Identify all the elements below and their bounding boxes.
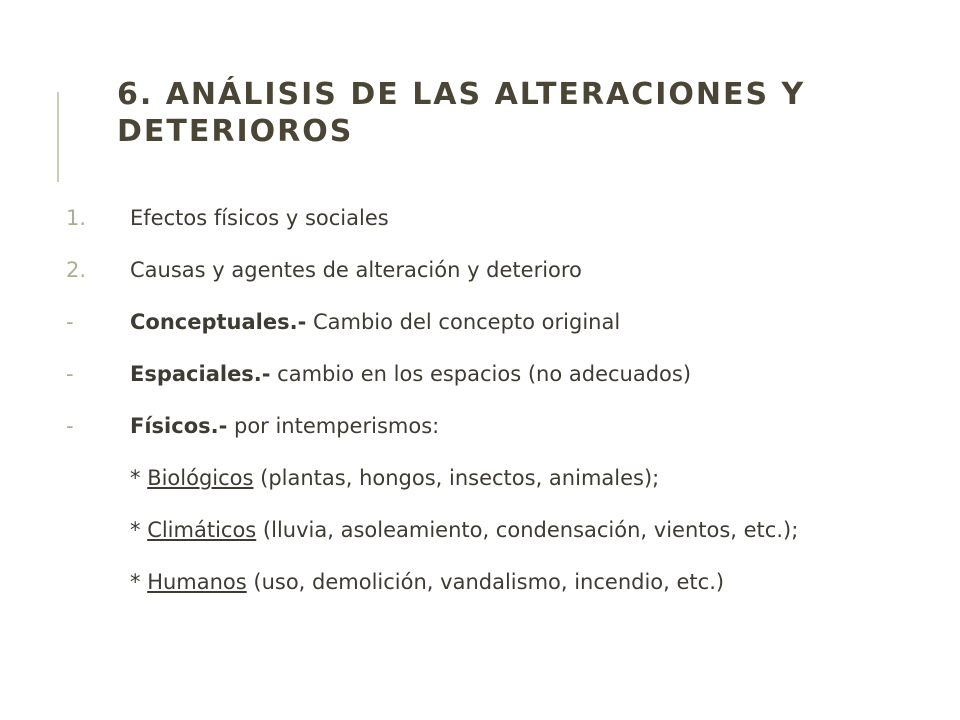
list-marker: 2. bbox=[66, 258, 87, 282]
title-accent-line bbox=[57, 92, 59, 182]
sub-item-text: * Climáticos (lluvia, asoleamiento, condensación, vientos, etc.); bbox=[130, 518, 799, 542]
sub-item-text: * Humanos (uso, demolición, vandalismo, incendio, etc.) bbox=[130, 570, 725, 594]
list-item-text: Espaciales.- cambio en los espacios (no adecuados) bbox=[130, 362, 692, 386]
term-label: Espaciales.- bbox=[130, 362, 271, 386]
dash-marker: - bbox=[66, 414, 74, 438]
dash-marker: - bbox=[66, 310, 74, 334]
term-label: Conceptuales.- bbox=[130, 310, 307, 334]
sub-item-biologicos bbox=[0, 452, 960, 504]
dash-marker: - bbox=[66, 362, 74, 386]
list-item-1 bbox=[0, 192, 960, 244]
term-label: Físicos.- bbox=[130, 414, 228, 438]
list-item-text: Físicos.- por intemperismos: bbox=[130, 414, 440, 438]
sub-item-humanos bbox=[0, 556, 960, 608]
sub-item-text: * Biológicos (plantas, hongos, insectos, animales); bbox=[130, 466, 660, 490]
list-item-text: Efectos físicos y sociales bbox=[130, 206, 389, 230]
list-item-text: Causas y agentes de alteración y deterioro bbox=[130, 258, 582, 282]
slide-title: 6. ANÁLISIS DE LAS ALTERACIONES Y DETERIOROS bbox=[117, 77, 806, 149]
list-item-text: Conceptuales.- Cambio del concepto original bbox=[130, 310, 621, 334]
list-item-conceptuales bbox=[0, 296, 960, 348]
sub-item-term: Climáticos bbox=[147, 518, 257, 542]
sub-item-term: Biológicos bbox=[147, 466, 254, 490]
bullet-list bbox=[0, 192, 960, 608]
list-item-2 bbox=[0, 244, 960, 296]
list-item-espaciales bbox=[0, 348, 960, 400]
list-marker: 1. bbox=[66, 206, 87, 230]
list-item-fisicos bbox=[0, 400, 960, 452]
sub-item-climaticos bbox=[0, 504, 960, 556]
sub-item-term: Humanos bbox=[147, 570, 247, 594]
